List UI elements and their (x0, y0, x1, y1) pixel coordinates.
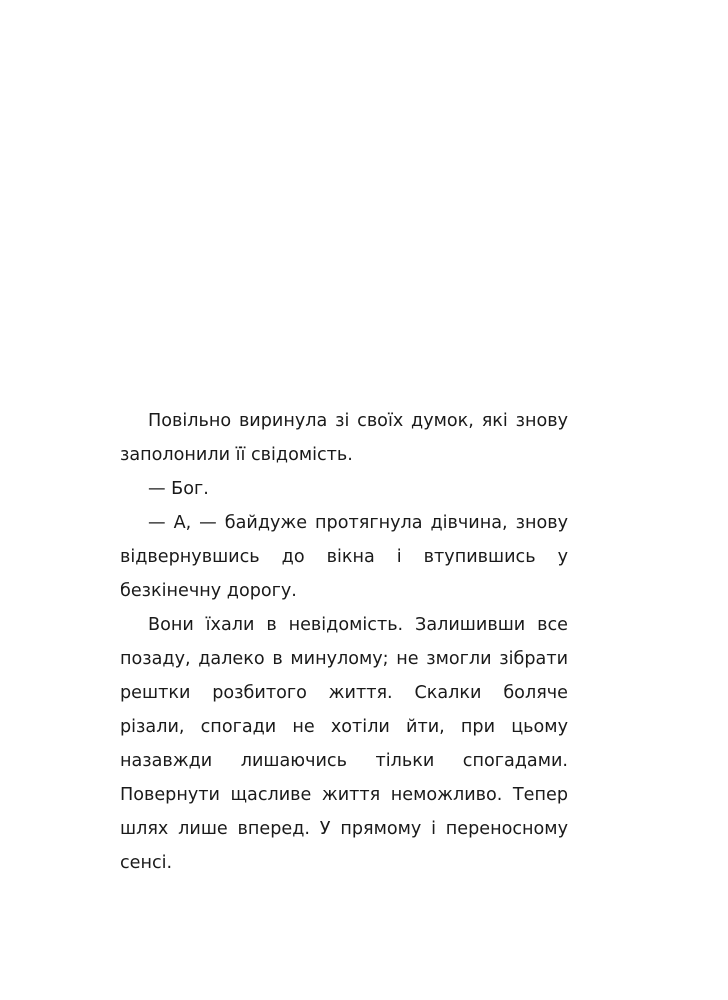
paragraph-3: — А, — байдуже протягнула дівчина, знову відвернувшись до вікна і втупившись у безкінечну дорогу. (120, 513, 568, 601)
paragraph-4: Вони їхали в невідомість. Залишивши все позаду, далеко в минулому; не змогли зібрати рештки розбитого життя. Скалки боляче різали, спогади не хотіли йти, при цьому назавжди лишаючись тільки спогадами. Повернути щасливе життя неможливо. Тепер шлях лише вперед. У прямому і переносному сенсі. (120, 615, 568, 873)
body-text (120, 404, 568, 880)
paragraph-2: — Бог. (148, 479, 209, 499)
paragraph-1: Повільно виринула зі своїх думок, які знову заполонили її свідомість. (120, 411, 568, 465)
